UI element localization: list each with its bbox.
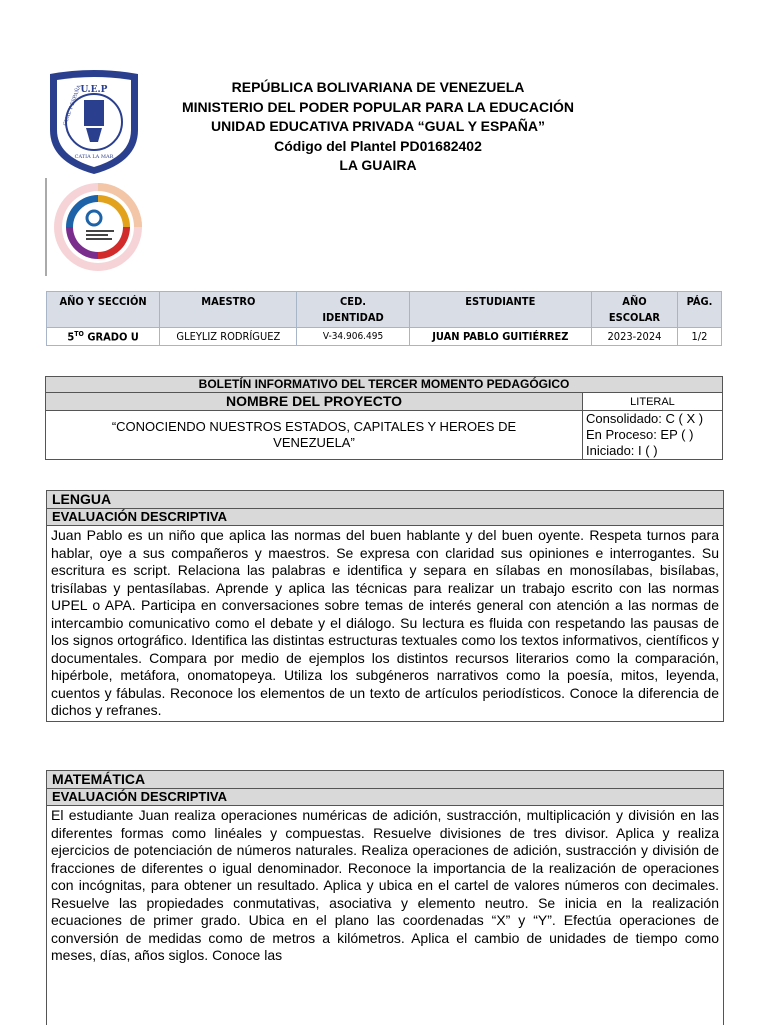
header-student: ESTUDIANTE <box>409 292 591 328</box>
literal-options <box>583 411 723 460</box>
header-location: LA GUAIRA <box>339 157 417 173</box>
bulletin-title: BOLETÍN INFORMATIVO DEL TERCER MOMENTO PEDAGÓGICO <box>46 377 723 393</box>
cell-grade: $5^{TO}$ GRADO U <box>47 328 160 346</box>
logo-uep-text: U.E.P <box>80 85 108 95</box>
matematica-section <box>46 770 724 1025</box>
cell-id: V-34.906.495 <box>297 328 409 346</box>
cell-student: JUAN PABLO GUITIÉRREZ <box>409 328 591 346</box>
student-info-table <box>46 291 722 346</box>
project-label: NOMBRE DEL PROYECTO <box>46 393 583 411</box>
lengua-section <box>46 490 724 722</box>
header-ministry: MINISTERIO DEL PODER POPULAR PARA LA EDUCACIÓN <box>181 98 575 115</box>
logo-bottom-text: CATIA LA MAR <box>74 154 114 160</box>
header-section: AÑO Y SECCIÓN <box>47 292 160 328</box>
cell-year: 2023-2024 <box>592 328 678 346</box>
ministry-logo <box>42 178 144 276</box>
cell-teacher: GLEYLIZ RODRÍGUEZ <box>160 328 297 346</box>
header-teacher: MAESTRO <box>160 292 297 328</box>
header-id: CED. IDENTIDAD <box>297 292 409 328</box>
lengua-text: Juan Pablo es un niño que aplica las normas del buen hablante y del buen oyente. Respeta turnos para hablar, oye a sus compañeros y maestros. Se expresa con claridad sus opiniones e interrogantes. Su escritura es script. Relaciona las palabras e identifica y separa en sílabas en monosílabas, bisílabas, trisílabas y pentasílabas. Aprende y aplica las técnicas para realizar un trabajo escrito con las normas UPEL o APA. Participa en conversaciones sobre temas de interés general con atención a las normas de intercambio comunicativo como el debate y el diálogo. Su lectura es fluida con respetando las pausas de los signos ortográfico. Identifica las distintas estructuras textuales como los textos informativos, científicos y documentales. Compara por medio de ejemplos los distintos recursos literarios como la comparación, hipérbole, metáfora, onomatopeya. Utiliza los subgéneros narrativos como la poesía, mitos, leyenda, cuentos y fábulas. Reconoce los elementos de un texto de artículos periodísticos. Conoce la diferencia de dichos y refranes. <box>51 527 719 718</box>
option-en-proceso: En Proceso: EP ( ) <box>586 427 694 442</box>
header-year: AÑO ESCOLAR <box>592 292 678 328</box>
table-row <box>47 328 722 346</box>
header-code: Código del Plantel PD01682402 <box>274 137 482 154</box>
project-name: “CONOCIENDO NUESTROS ESTADOS, CAPITALES Y HEROES DE VENEZUELA” <box>46 411 583 460</box>
option-consolidado: Consolidado: C ( X ) <box>586 411 704 426</box>
matematica-text: El estudiante Juan realiza operaciones numéricas de adición, sustracción, multiplicación y división en las diferentes formas como linéales y compuestas. Resuelve divisiones de tres divisor. Aplica y realiza ejercicios de potenciación de números naturales. Realiza operaciones de adición, sustracción y división de fracciones de diferentes o igual denominador. Reconoce la importancia de la realización de operaciones con incógnitas, para obtener un resultado. Aplica y ubica en el cartel de valores números con decimales. Resuelve las propiedades conmutativas, asociativa y elemento neutro. Se inicia en la realización ecuaciones de primer grado. Ubica en el plano las coordenadas “X” y “Y”. Efectúa operaciones de conversión de medidas como de metros a kilómetros. Aplica el cambio de unidades de tiempo como meses, días, años siglos. Conoce las <box>51 807 719 963</box>
cell-page: 1/2 <box>677 328 721 346</box>
table-header-row <box>47 292 722 328</box>
literal-label: LITERAL <box>583 393 723 411</box>
header-republic: REPÚBLICA BOLIVARIANA DE VENEZUELA <box>231 79 525 95</box>
document-header <box>120 78 636 176</box>
matematica-title: MATEMÁTICA <box>47 771 723 789</box>
lengua-subtitle: EVALUACIÓN DESCRIPTIVA <box>47 509 723 526</box>
header-school: UNIDAD EDUCATIVA PRIVADA “GUAL Y ESPAÑA” <box>211 118 545 134</box>
bulletin-table <box>45 376 723 460</box>
option-iniciado: Iniciado: I ( ) <box>586 443 658 458</box>
matematica-subtitle: EVALUACIÓN DESCRIPTIVA <box>47 789 723 806</box>
lengua-title: LENGUA <box>47 491 723 509</box>
header-page: PÁG. <box>677 292 721 328</box>
logo-ring-text: GUAL Y ESPAÑA <box>62 84 83 127</box>
